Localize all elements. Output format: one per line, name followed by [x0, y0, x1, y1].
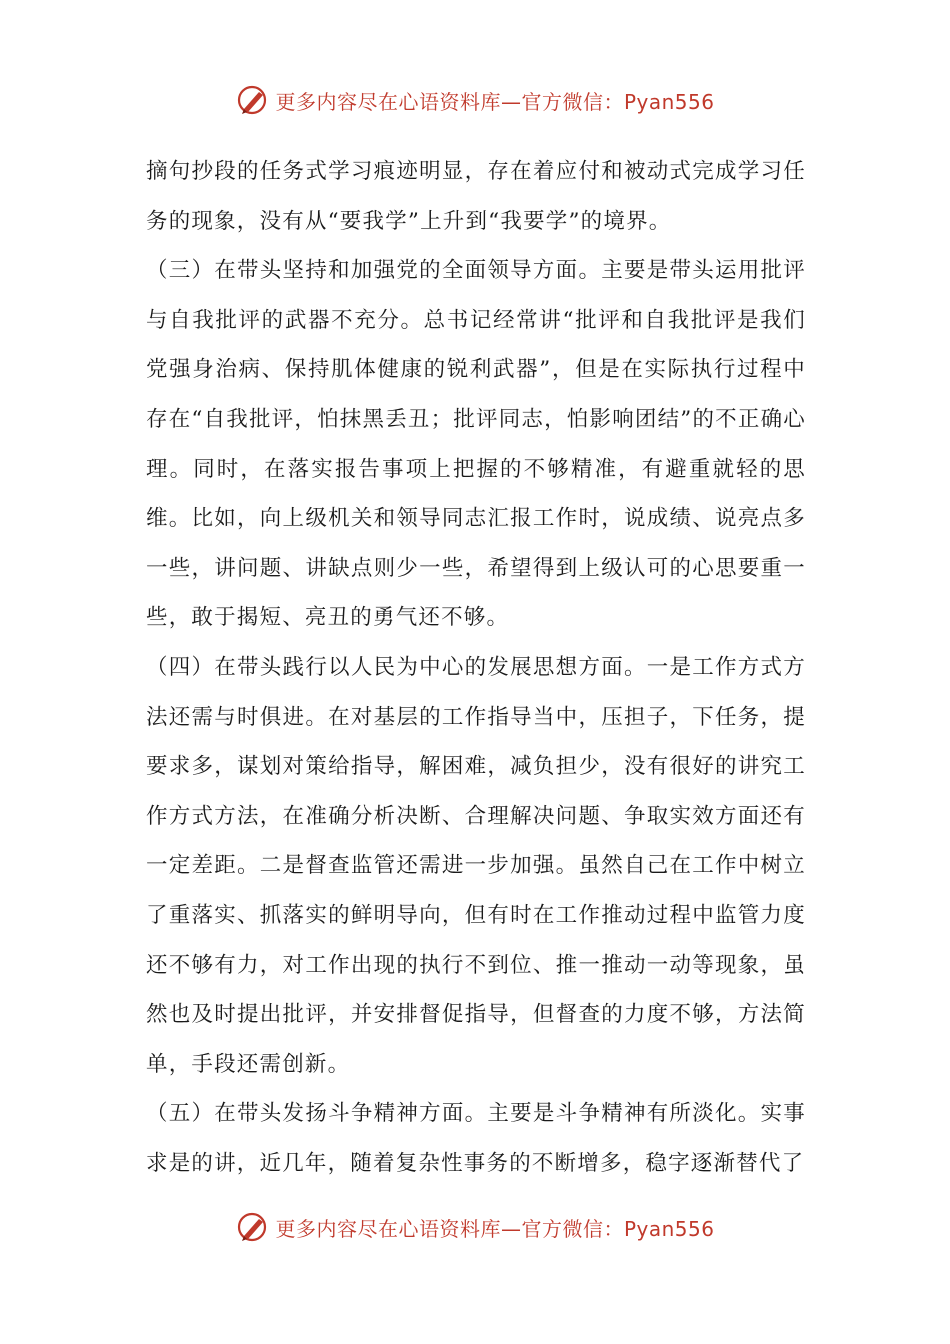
paragraph: （四）在带头践行以人民为中心的发展思想方面。一是工作方式方法还需与时俱进。在对基层的工作指导当中，压担子，下任务，提要求多，谋划对策给指导，解困难，减负担少，没有很好的讲究工作方式方法，在准确分析决断、合理解决问题、争取实效方面还有一定差距。二是督查监管还需进一步加强。虽然自己在工作中树立了重落实、抓落实的鲜明导向，但有时在工作推动过程中监管力度还不够有力，对工作出现的执行不到位、推一推动一动等现象，虽然也及时提出批评，并安排督促指导，但督查的力度不够，方法简单，手段还需创新。	[146, 654, 806, 1077]
paragraph: 摘句抄段的任务式学习痕迹明显，存在着应付和被动式完成学习任务的现象，没有从“要我学”上升到“我要学”的境界。	[146, 159, 806, 234]
paragraph: （五）在带头发扬斗争精神方面。主要是斗争精神有所淡化。实事求是的讲，近几年，随着复杂性事务的不断增多，稳字逐渐替代了	[146, 1101, 806, 1176]
header-banner-text: 更多内容尽在心语资料库—官方微信：Pyan556	[275, 89, 715, 114]
footer-banner-text: 更多内容尽在心语资料库—官方微信：Pyan556	[275, 1216, 715, 1241]
header-banner	[0, 80, 950, 120]
document-body	[146, 147, 806, 1188]
paragraph: （三）在带头坚持和加强党的全面领导方面。主要是带头运用批评与自我批评的武器不充分。总书记经常讲“批评和自我批评是我们党强身治病、保持肌体健康的锐利武器”，但是在实际执行过程中存在“自我批评，怕抹黑丢丑；批评同志，怕影响团结”的不正确心理。同时，在落实报告事项上把握的不够精准，有避重就轻的思维。比如，向上级机关和领导同志汇报工作时，说成绩、说亮点多一些，讲问题、讲缺点则少一些，希望得到上级认可的心思要重一些，敢于揭短、亮丑的勇气还不够。	[146, 258, 806, 631]
pen-logo-icon	[235, 82, 271, 118]
pen-logo-icon	[235, 1209, 271, 1245]
footer-banner	[0, 1207, 950, 1247]
